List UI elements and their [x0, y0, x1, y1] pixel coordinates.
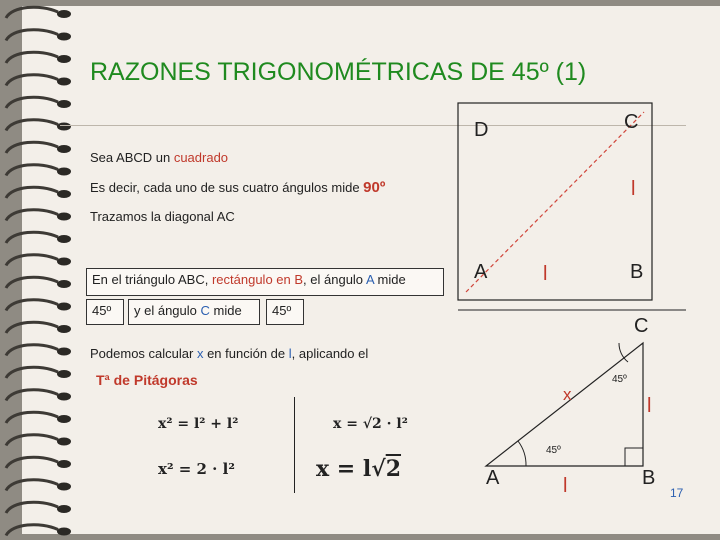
right-angle-marker [625, 448, 643, 466]
box-angle-c-value: 45º [266, 299, 304, 325]
square-label-c: C [624, 111, 639, 133]
equation-4: x = l√2 [316, 456, 402, 482]
triangle-side-bottom: l [563, 475, 568, 497]
text-line-4: Podemos calcular x en función de l, aplicando el [90, 346, 369, 361]
slide-title: RAZONES TRIGONOMÉTRICAS DE 45º (1) [90, 58, 587, 86]
triangle-label-c: C [634, 315, 649, 337]
square-side-right: l [631, 178, 636, 200]
text-line-2: Es decir, cada uno de sus cuatro ángulos mide 90º [90, 179, 386, 196]
triangle-side-right: l [647, 395, 652, 417]
equation-2: x² = 2 · l² [158, 460, 235, 478]
square-label-b: B [630, 261, 644, 283]
square-label-d: D [474, 119, 489, 141]
triangle-angle-a: 45º [546, 445, 561, 456]
square-label-a: A [474, 261, 488, 283]
square-side-bottom: l [543, 263, 548, 285]
text-line-1: Sea ABCD un cuadrado [90, 150, 229, 165]
triangle-hypotenuse-x: x [563, 385, 572, 404]
equation-1: x² = l² + l² [158, 416, 239, 432]
page-number: 17 [670, 486, 684, 500]
equation-divider [294, 397, 295, 493]
diagonal-ac [466, 112, 644, 292]
box-angle-c: y el ángulo C mide [128, 299, 260, 325]
triangle-angle-c: 45º [612, 374, 627, 385]
box-triangle-abc: En el triángulo ABC, rectángulo en B, el ángulo A mide [86, 268, 444, 296]
text-line-3: Trazamos la diagonal AC [90, 209, 235, 224]
angle-arc-c [619, 343, 628, 362]
triangle-label-b: B [642, 467, 656, 489]
triangle-label-a: A [486, 467, 500, 489]
right-triangle [486, 343, 643, 466]
equation-3: x = √2 · l² [333, 416, 408, 432]
angle-arc-a [518, 441, 526, 466]
pitagoras-label: Tª de Pitágoras [96, 372, 198, 388]
box-angle-a: 45º [86, 299, 124, 325]
sqrt-symbol: √ [371, 456, 386, 482]
